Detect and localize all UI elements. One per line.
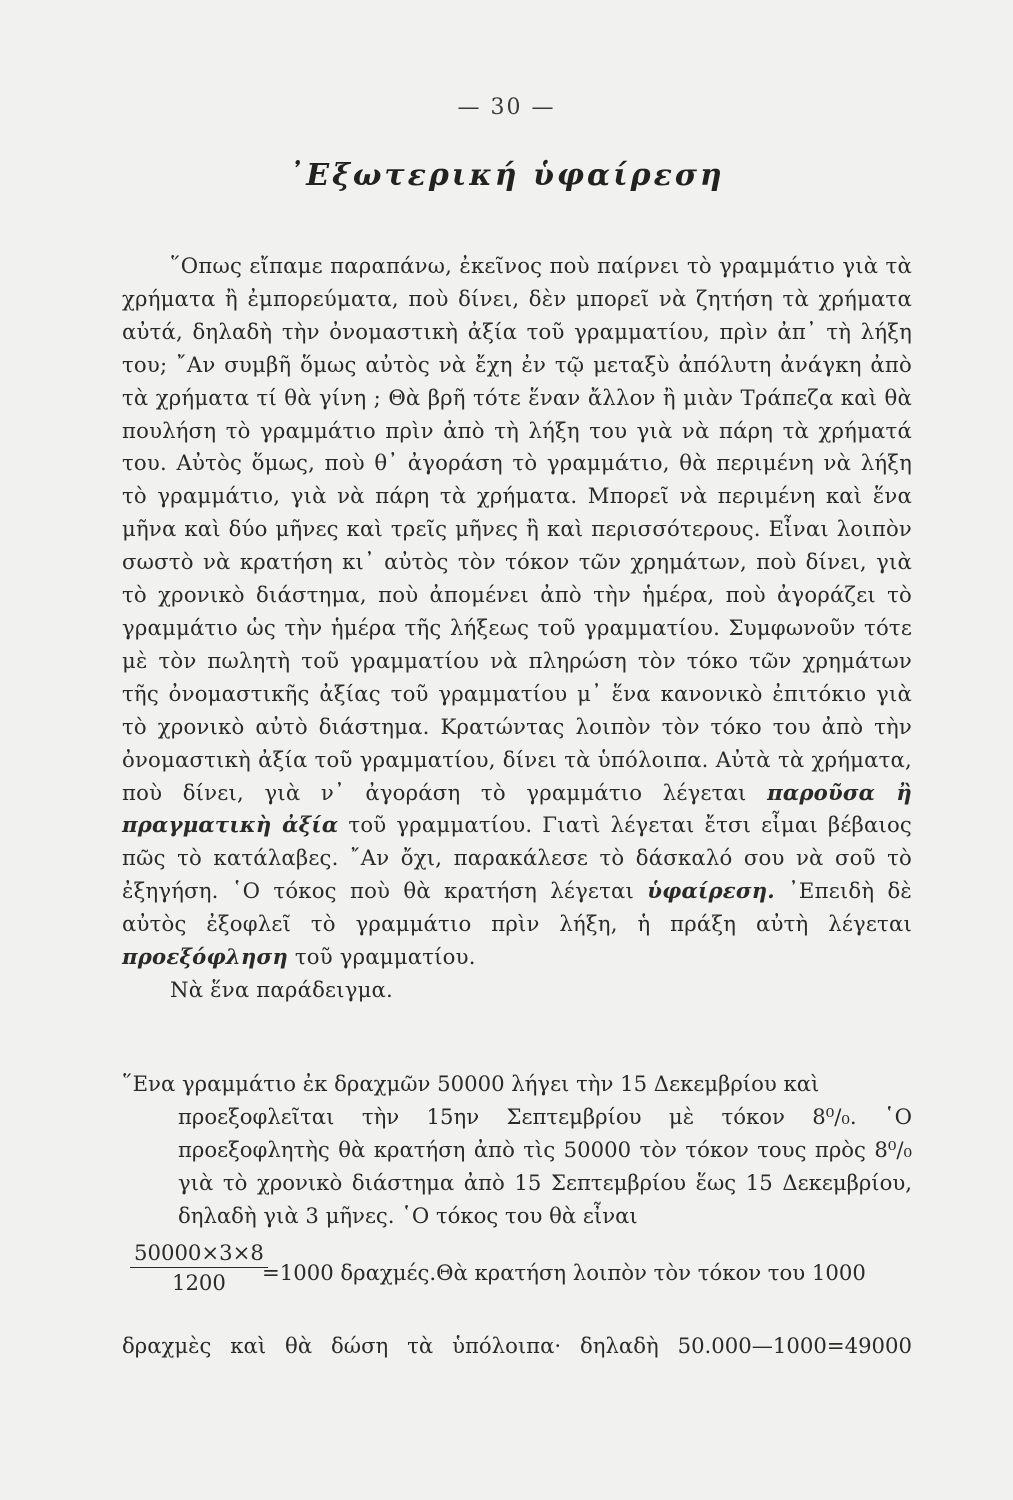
closing-line: δραχμὲς καὶ θὰ δώση τὰ ὑπόλοιπα· δηλαδὴ 50.000—1000=49000 <box>122 1333 912 1358</box>
example-block <box>122 1068 912 1233</box>
example-first-line: ῞Ενα γραμμάτιο ἐκ δραχμῶν 50000 λήγει τὴν 15 Δεκεμβρίου καὶ <box>122 1071 820 1096</box>
term-discount: ὑφαίρεση. <box>647 878 775 904</box>
formula-fraction <box>130 1240 268 1295</box>
paragraph-1-part2: τοῦ γραμματίου. Γιατὶ λέγεται ἔτσι εἶμαι βέβαιος πῶς τὸ κατάλαβες. ῎Αν ὄχι, παρακάλεσε τὸ δάσκαλό σου νὰ σοῦ τὸ ἐξηγήση. ῾Ο τόκος ποὺ θὰ κρατήση λέγεται <box>122 812 912 904</box>
example-intro: Νὰ ἕνα παράδειγμα. <box>170 976 393 1002</box>
paragraph-1-part1: ῞Οπως εἴπαμε παραπάνω, ἐκεῖνος ποὺ παίρνει τὸ γραμμάτιο γιὰ τὰ χρήματα ἢ ἐμπορεύματα, ποὺ δίνει, δὲν μπορεῖ νὰ ζητήση τὰ χρήματα αὐτά, δηλαδὴ τὴν ὀνομαστικὴ ἀξία τοῦ γραμματίου, πρὶν ἀπ᾿ τὴ λήξη του; ῎Αν συμβῆ ὅμως αὐτὸς νὰ ἔχη ἐν τῷ μεταξὺ ἀπόλυτη ἀνάγκη ἀπὸ τὰ χρήματα τί θὰ γίνη ; Θὰ βρῆ τότε ἕναν ἄλλον ἢ μιὰν Τράπεζα καὶ θὰ πουλήση τὸ γραμμάτιο πρὶν ἀπὸ τὴ λήξη του γιὰ νὰ πάρη τὰ χρήματά του. Αὐτὸς ὅμως, ποὺ θ᾿ ἀγοράση τὸ γραμμάτιο, θὰ περιμένη νὰ λήξη τὸ γραμμάτιο, γιὰ νὰ πάρη τὰ χρήματα. Μπορεῖ νὰ περιμένη καὶ ἕνα μῆνα καὶ δύο μῆνες καὶ τρεῖς μῆνες ἢ καὶ περισσότερους. Εἶναι λοιπὸν σωστὸ νὰ κρατήση κι᾿ αὐτὸς τὸν τόκον τῶν χρημάτων, ποὺ δίνει, γιὰ τὸ χρονικὸ διάστημα, ποὺ ἀπομένει ἀπὸ τὴν ἡμέρα, ποὺ ἀγοράζει τὸ γραμμάτιο ὡς τὴν ἡμέρα τῆς λήξεως τοῦ γραμματίου. Συμφωνοῦν τότε μὲ τὸν πωλητὴ τοῦ γραμματίου νὰ πληρώση τὸν τόκο τῶν χρημάτων τῆς ὀνομαστικῆς ἀξίας τοῦ γραμματίου μ᾿ ἕνα κανονικὸ ἐπιτόκιο γιὰ τὸ χρονικὸ αὐτὸ διάστημα. Κρατώντας λοιπὸν τὸν τόκο του ἀπὸ τὴν ὀνομαστικὴ ἀξία τοῦ γραμματίου, δίνει τὰ ὑπόλοιπα. Αὐτὰ τὰ χρήματα, ποὺ δίνει, γιὰ ν᾿ ἀγοράση τὸ γραμμάτιο λέγεται <box>122 253 912 805</box>
term-present-value: παροῦσα ἢ πραγματικὴ ἀξία <box>122 779 912 838</box>
interest-formula <box>122 1240 912 1310</box>
main-paragraph <box>122 250 912 1007</box>
formula-numerator: 50000×3×8 <box>130 1240 268 1268</box>
term-prepayment: προεξόφληση <box>122 944 288 970</box>
section-title: ᾿Εξωτερική ὑφαίρεση <box>288 158 725 193</box>
paragraph-1-part3: ᾿Επειδὴ δὲ αὐτὸς ἐξοφλεῖ τὸ γραμμάτιο πρὶν λήξη, ἡ πράξη αὐτὴ λέγεται <box>122 878 912 937</box>
example-continuation: προεξοφλεῖται τὴν 15ην Σεπτεμβρίου μὲ τόκον 8⁰/₀. ῾Ο προεξοφλητὴς θὰ κρατήση ἀπὸ τὶς 50000 τὸν τόκον τους πρὸς 8⁰/₀ γιὰ τὸ χρονικὸ διάστημα ἀπὸ 15 Σεπτεμβρίου ἕως 15 Δεκεμβρίου, δηλαδὴ γιὰ 3 μῆνες. ῾Ο τόκος του θὰ εἶναι <box>178 1103 912 1228</box>
formula-result: =1000 δραχμές.Θὰ κρατήση λοιπὸν τὸν τόκον του 1000 <box>262 1260 866 1285</box>
paragraph-1-part4: τοῦ γραμματίου. <box>294 944 476 970</box>
paragraph-1 <box>122 250 912 974</box>
formula-denominator: 1200 <box>171 1270 226 1295</box>
page-number: — 30 — <box>457 95 556 120</box>
